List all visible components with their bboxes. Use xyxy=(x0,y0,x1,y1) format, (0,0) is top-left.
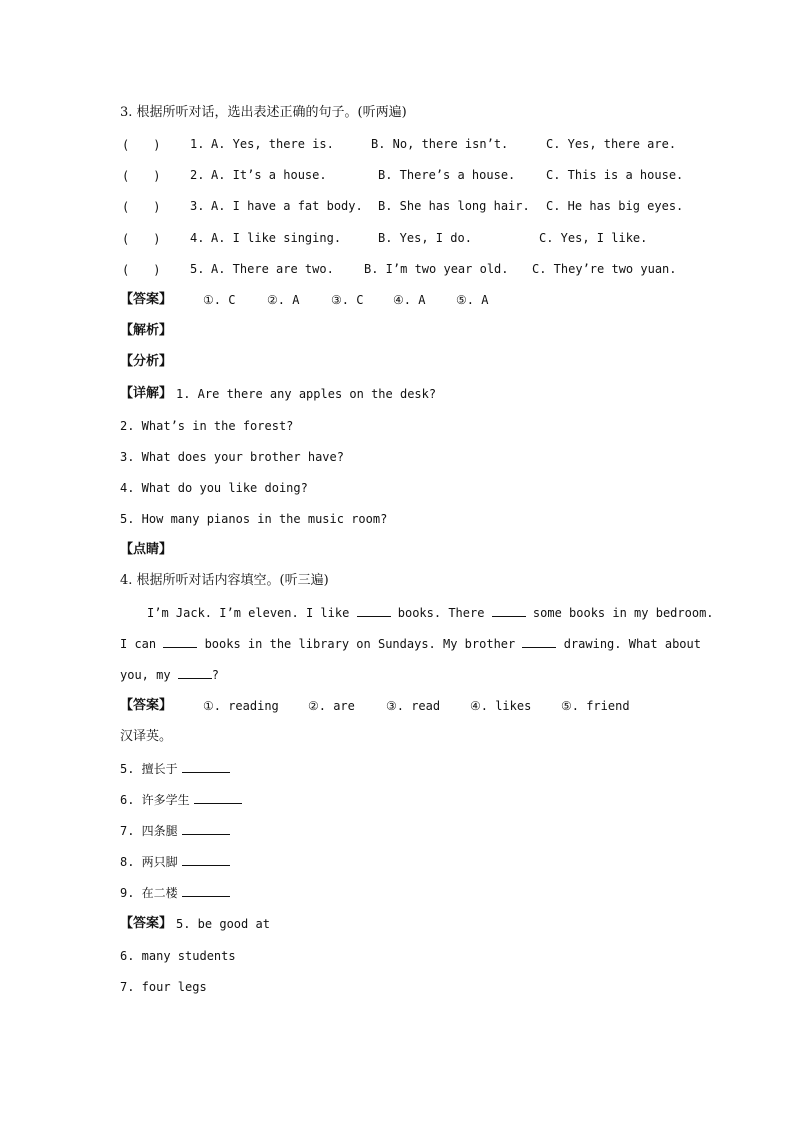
fill-blank[interactable] xyxy=(163,636,197,648)
passage-line: I can books in the library on Sundays. My brother drawing. What about xyxy=(120,637,701,651)
option-b: B. She has long hair. xyxy=(378,199,530,213)
detail-item: 2. What’s in the forest? xyxy=(120,419,294,433)
fenxi-label: 【分析】 xyxy=(120,354,173,369)
fill-blank[interactable] xyxy=(194,792,242,804)
translate-item: 5. 擅长于 xyxy=(120,761,230,778)
answer-paren[interactable]: ( ) xyxy=(122,138,161,152)
answer-paren[interactable]: ( ) xyxy=(122,200,161,214)
fill-blank[interactable] xyxy=(357,605,391,617)
option-b: B. There’s a house. xyxy=(378,168,516,182)
option-c: C. He has big eyes. xyxy=(546,199,684,213)
option-a: A. There are two. xyxy=(211,262,334,276)
question-number: 4. xyxy=(190,231,205,245)
option-a: A. I like singing. xyxy=(211,231,342,245)
translate-item: 7. 四条腿 xyxy=(120,823,230,840)
option-b: B. I’m two year old. xyxy=(364,262,509,276)
answer-item: ⑤. friend xyxy=(561,699,630,713)
dianjing-label: 【点睛】 xyxy=(120,542,173,557)
answer-label: 【答案】 xyxy=(120,292,173,307)
answer-item: 6. many students xyxy=(120,949,236,963)
answer-item: ③. C xyxy=(331,293,364,307)
option-c: C. Yes, I like. xyxy=(539,231,648,245)
option-a: A. It’s a house. xyxy=(211,168,327,182)
detail-label: 【详解】 xyxy=(120,386,173,401)
option-c: C. This is a house. xyxy=(546,168,684,182)
question-number: 3. xyxy=(190,199,205,213)
answer-item: ④. likes xyxy=(470,699,532,713)
option-b: B. Yes, I do. xyxy=(378,231,472,245)
answer-item: 7. four legs xyxy=(120,980,207,994)
translate-item: 9. 在二楼 xyxy=(120,885,230,902)
detail-item: 1. Are there any apples on the desk? xyxy=(176,387,437,401)
answer-label: 【答案】 xyxy=(120,698,173,713)
translate-item: 8. 两只脚 xyxy=(120,854,230,871)
analysis-label: 【解析】 xyxy=(120,323,173,338)
fill-blank[interactable] xyxy=(182,761,230,773)
passage-line: I’m Jack. I’m eleven. I like books. There some books in my bedroom. xyxy=(147,606,714,620)
fill-blank[interactable] xyxy=(182,823,230,835)
fill-blank[interactable] xyxy=(522,636,556,648)
answer-item: ①. reading xyxy=(203,699,279,713)
detail-item: 3. What does your brother have? xyxy=(120,450,344,464)
answer-paren[interactable]: ( ) xyxy=(122,263,161,277)
answer-item: ②. are xyxy=(308,699,355,713)
answer-item: 5. be good at xyxy=(176,917,270,931)
answer-item: ②. A xyxy=(267,293,300,307)
fill-blank[interactable] xyxy=(178,667,212,679)
detail-item: 4. What do you like doing? xyxy=(120,481,308,495)
question-number: 5. xyxy=(190,262,205,276)
answer-item: ④. A xyxy=(393,293,426,307)
option-c: C. Yes, there are. xyxy=(546,137,677,151)
option-a: A. Yes, there is. xyxy=(211,137,334,151)
option-a: A. I have a fat body. xyxy=(211,199,363,213)
answer-paren[interactable]: ( ) xyxy=(122,232,161,246)
answer-paren[interactable]: ( ) xyxy=(122,169,161,183)
passage-line: you, my ? xyxy=(120,668,220,682)
answer-item: ⑤. A xyxy=(456,293,489,307)
answer-item: ③. read xyxy=(386,699,441,713)
translate-item: 6. 许多学生 xyxy=(120,792,242,809)
answer-item: ①. C xyxy=(203,293,236,307)
detail-item: 5. How many pianos in the music room? xyxy=(120,512,388,526)
section4-title: 4. 根据所听对话内容填空。(听三遍) xyxy=(120,573,329,588)
section3-title: 3. 根据所听对话，选出表述正确的句子。(听两遍) xyxy=(120,105,407,120)
fill-blank[interactable] xyxy=(182,854,230,866)
fill-blank[interactable] xyxy=(182,885,230,897)
answer-label: 【答案】 xyxy=(120,916,173,931)
question-number: 1. xyxy=(190,137,205,151)
option-c: C. They’re two yuan. xyxy=(532,262,677,276)
section5-title: 汉译英。 xyxy=(120,729,173,744)
question-number: 2. xyxy=(190,168,205,182)
fill-blank[interactable] xyxy=(492,605,526,617)
option-b: B. No, there isn’t. xyxy=(371,137,509,151)
